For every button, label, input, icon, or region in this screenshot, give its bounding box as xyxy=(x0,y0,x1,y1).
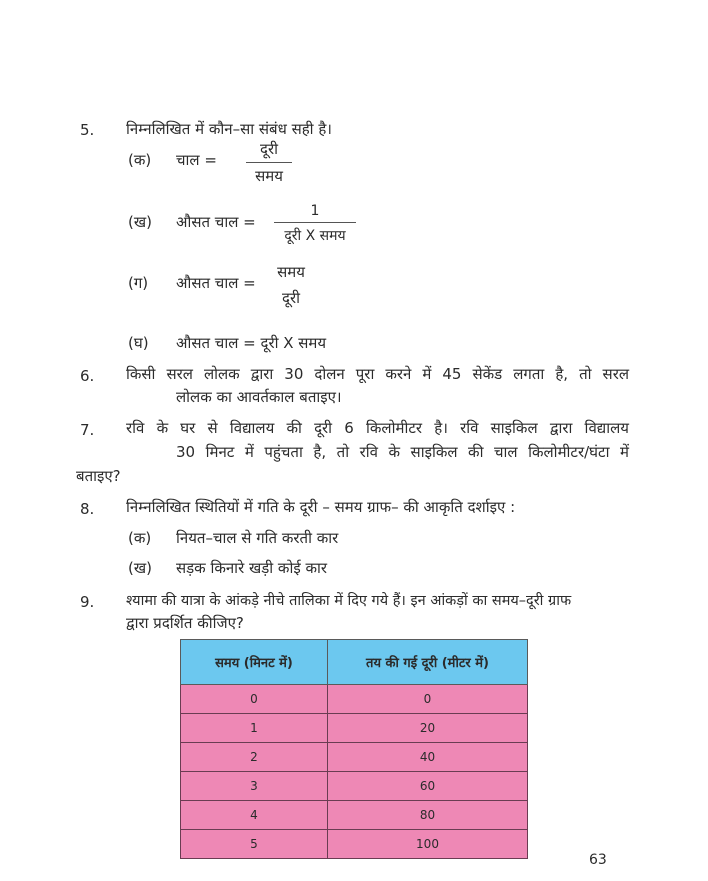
fraction xyxy=(246,139,292,186)
table-cell: 1 xyxy=(181,714,328,743)
option-text: सड़क किनारे खड़ी कोई कार xyxy=(176,559,327,577)
option-text: नियत–चाल से गति करती कार xyxy=(176,529,339,547)
fraction-bar xyxy=(246,162,292,163)
table-cell: 4 xyxy=(181,801,328,830)
fraction xyxy=(270,262,312,308)
table-cell: 0 xyxy=(328,685,528,714)
option-label: (ख) xyxy=(128,213,152,231)
question-line: द्वारा प्रदर्शित कीजिए? xyxy=(126,614,244,632)
option-label: (क) xyxy=(128,529,152,547)
table-cell: 0 xyxy=(181,685,328,714)
table-cell: 60 xyxy=(328,772,528,801)
question-line: श्यामा की यात्रा के आंकड़े नीचे तालिका में दिए गये हैं। इन आंकड़ों का समय–दूरी ग्राफ xyxy=(126,593,572,609)
option-label: (ग) xyxy=(128,274,149,292)
option-label: (घ) xyxy=(128,334,149,352)
table-header-row xyxy=(181,640,528,685)
question-number: 6. xyxy=(80,367,95,385)
fraction-numerator: समय xyxy=(277,263,305,281)
table-header-cell: समय (मिनट में) xyxy=(181,640,328,685)
question-line: बताइए? xyxy=(76,467,121,485)
option-lhs: चाल = xyxy=(176,151,217,169)
data-table xyxy=(180,639,528,859)
option-lhs: औसत चाल = xyxy=(176,213,256,231)
option-text: औसत चाल = दूरी X समय xyxy=(176,334,327,352)
question-line: किसी सरल लोलक द्वारा 30 दोलन पूरा करने में 45 सेकेंड लगता है, तो सरल xyxy=(126,365,629,383)
fraction-numerator: 1 xyxy=(310,203,320,219)
question-number: 5. xyxy=(80,121,95,139)
table-cell: 5 xyxy=(181,830,328,859)
table-header-cell: तय की गई दूरी (मीटर में) xyxy=(328,640,528,685)
table-row xyxy=(181,743,528,772)
table-row xyxy=(181,830,528,859)
fraction-denominator: दूरी xyxy=(282,289,300,307)
table-row xyxy=(181,685,528,714)
fraction-bar xyxy=(274,222,356,223)
question-text: निम्नलिखित में कौन–सा संबंध सही है। xyxy=(126,120,332,138)
fraction-denominator: दूरी X समय xyxy=(284,228,346,244)
fraction xyxy=(274,203,356,245)
table-cell: 100 xyxy=(328,830,528,859)
question-number: 8. xyxy=(80,500,95,518)
option-label: (ख) xyxy=(128,559,152,577)
table-row xyxy=(181,801,528,830)
table-cell: 2 xyxy=(181,743,328,772)
table-cell: 20 xyxy=(328,714,528,743)
table-cell: 3 xyxy=(181,772,328,801)
question-line: रवि के घर से विद्यालय की दूरी 6 किलोमीटर है। रवि साइकिल द्वारा विद्यालय xyxy=(126,419,629,437)
option-label: (क) xyxy=(128,151,152,169)
page-number: 63 xyxy=(589,852,607,868)
fraction-denominator: समय xyxy=(255,167,283,185)
table-cell: 40 xyxy=(328,743,528,772)
question-line: 30 मिनट में पहुंचता है, तो रवि के साइकिल की चाल किलोमीटर/घंटा में xyxy=(176,443,629,461)
table-row xyxy=(181,772,528,801)
table-cell: 80 xyxy=(328,801,528,830)
fraction-numerator: दूरी xyxy=(260,140,278,158)
table-row xyxy=(181,714,528,743)
question-number: 7. xyxy=(80,421,95,439)
question-line: लोलक का आवर्तकाल बताइए। xyxy=(176,388,342,406)
question-text: निम्नलिखित स्थितियों में गति के दूरी – समय ग्राफ– की आकृति दर्शाइए : xyxy=(126,498,516,516)
option-lhs: औसत चाल = xyxy=(176,274,256,292)
question-number: 9. xyxy=(80,593,95,611)
